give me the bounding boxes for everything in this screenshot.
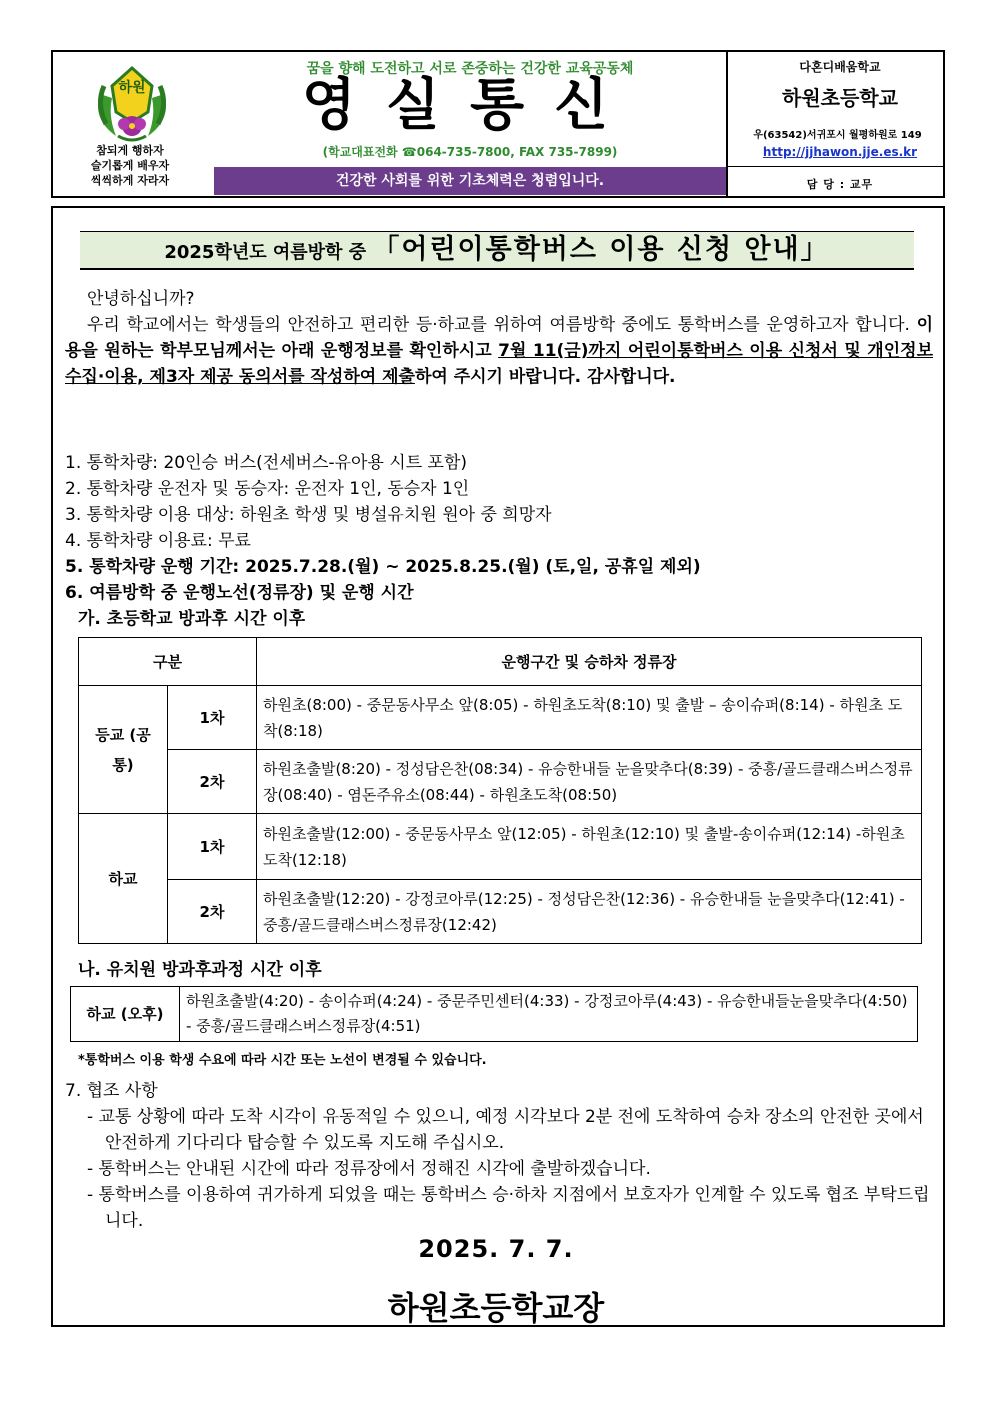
cooperation-point: - 통학버스를 이용하여 귀가하게 되었을 때는 통학버스 승·하차 지점에서 보호자가 인계할 수 있도록 협조 부탁드립니다. — [87, 1185, 930, 1231]
row-header-to-school: 등교 (공통) — [79, 686, 168, 814]
list-item: 4. 통학차량 이용료: 무료 — [65, 531, 251, 551]
header-divider — [726, 50, 728, 198]
school-emblem — [82, 64, 182, 146]
intro-bold: 이용을 원하는 학부모님께서는 아래 운행정보를 확인하시고 — [65, 315, 933, 361]
kindergarten-schedule-table — [70, 986, 918, 1042]
school-slogan: 꿈을 향해 도전하고 서로 존중하는 건강한 교육공동체 — [306, 61, 634, 77]
trip-label: 1차 — [168, 686, 257, 750]
intro-closing: 하여 주시기 바랍니다. 감사합니다. — [414, 367, 676, 387]
issue-date: 2025. 7. 7. — [418, 1235, 574, 1263]
notice-title-main: 「어린이통학버스 이용 신청 안내」 — [372, 234, 830, 265]
monthly-theme-banner: 건강한 사회를 위한 기초체력은 청렴입니다. — [214, 167, 726, 195]
emblem-text: 하원 — [118, 80, 146, 96]
trip-label: 2차 — [168, 750, 257, 814]
trip-label: 1차 — [168, 814, 257, 880]
section-b-heading: 나. 유치원 방과후과정 시간 이후 — [78, 960, 322, 980]
homepage-link[interactable]: http://jjhawon.jje.es.kr — [762, 145, 918, 159]
col-header-route: 운행구간 및 승하차 정류장 — [257, 638, 922, 686]
elementary-schedule-table — [78, 637, 922, 944]
route-cell: 하원초출발(8:20) - 정성담은찬(08:34) - 유승한내들 눈을맞추다(8:39) - 중흥/골드클래스버스정류장(08:40) - 염돈주유소(08:44) - 하원초도착(08:50) — [257, 750, 922, 814]
intro-plain: 우리 학교에서는 학생들의 안전하고 편리한 등·하교를 위하여 여름방학 중에도 통학버스를 운영하고자 합니다. — [87, 315, 917, 335]
school-name: 하원초등학교 — [782, 86, 898, 110]
row-header-afternoon: 하교 (오후) — [71, 987, 180, 1042]
route-cell: 하원초출발(4:20) - 송이슈퍼(4:24) - 중문주민센터(4:33) - 강정코아루(4:43) - 유승한내들눈을맞추다(4:50) - 중흥/골드클래스버스정류장(4:51) — [180, 987, 918, 1042]
person-in-charge: 담 당 : 교무 — [806, 178, 874, 191]
motto-1: 참되게 행하자 — [96, 144, 164, 157]
contact-phone: (학교대표전화 ☎064-735-7800, FAX 735-7899) — [322, 145, 618, 159]
cooperation-heading: 7. 협조 사항 — [65, 1081, 158, 1101]
cooperation-section — [65, 1078, 933, 1234]
list-item: 6. 여름방학 중 운행노선(정류장) 및 운행 시간 — [65, 583, 414, 603]
cooperation-point: - 교통 상황에 따라 도착 시각이 유동적일 수 있으니, 예정 시각보다 2분 전에 도착하여 승차 장소의 안전한 곳에서 안전하게 기다리다 탑승할 수 있도록 지도해 주십시오. — [87, 1107, 924, 1153]
col-header-category: 구분 — [79, 638, 257, 686]
info-list — [65, 450, 933, 606]
trip-label: 2차 — [168, 880, 257, 944]
motto-3: 씩씩하게 자라자 — [90, 174, 170, 187]
list-item: 3. 통학차량 이용 대상: 하원초 학생 및 병설유치원 원아 중 희망자 — [65, 505, 552, 525]
row-header-from-school: 하교 — [79, 814, 168, 944]
list-item: 1. 통학차량: 20인승 버스(전세버스-유아용 시트 포함) — [65, 453, 468, 473]
newsletter-title: 영실통신 — [301, 73, 639, 138]
list-item: 5. 통학차량 운행 기간: 2025.7.28.(월) ~ 2025.8.25.(월) (토,일, 공휴일 제외) — [65, 557, 701, 577]
route-change-note: *통학버스 이용 학생 수요에 따라 시간 또는 노선이 변경될 수 있습니다. — [78, 1053, 487, 1068]
route-cell: 하원초출발(12:00) - 중문동사무소 앞(12:05) - 하원초(12:10) 및 출발-송이슈퍼(12:14) -하원초 도착(12:18) — [257, 814, 922, 880]
school-mottos — [70, 143, 190, 188]
title-rule-top — [80, 231, 914, 232]
cooperation-point: - 통학버스는 안내된 시간에 따라 정류장에서 정해진 시각에 출발하겠습니다. — [87, 1159, 651, 1179]
principal-signature: 하원초등학교장 — [387, 1289, 605, 1327]
intro-paragraph — [65, 312, 933, 390]
notice-title — [80, 234, 914, 269]
school-tagline: 다혼디배움학교 — [799, 60, 881, 74]
list-item: 2. 통학차량 운전자 및 동승자: 운전자 1인, 동승자 1인 — [65, 479, 470, 499]
greeting: 안녕하십니까? — [87, 289, 195, 309]
motto-2: 슬기롭게 배우자 — [90, 159, 170, 172]
section-a-heading: 가. 초등학교 방과후 시간 이후 — [78, 609, 306, 629]
intro-deadline: 7월 11(금)까지 어린이통학버스 이용 신청서 및 개인정보 수집·이용, 제3자 제공 동의서를 작성하여 제출 — [65, 341, 933, 387]
header-divider-right — [726, 166, 945, 167]
route-cell: 하원초(8:00) - 중문동사무소 앞(8:05) - 하원초도착(8:10) 및 출발 – 송이슈퍼(8:14) - 하원초 도착(8:18) — [257, 686, 922, 750]
school-address: 우(63542)서귀포시 월평하원로 149 — [753, 130, 922, 141]
notice-title-prefix: 2025학년도 여름방학 중 — [164, 242, 367, 263]
route-cell: 하원초출발(12:20) - 강정코아루(12:25) - 정성담은찬(12:36) - 유승한내들 눈을맞추다(12:41) - 중흥/골드클래스버스정류장(12:42) — [257, 880, 922, 944]
